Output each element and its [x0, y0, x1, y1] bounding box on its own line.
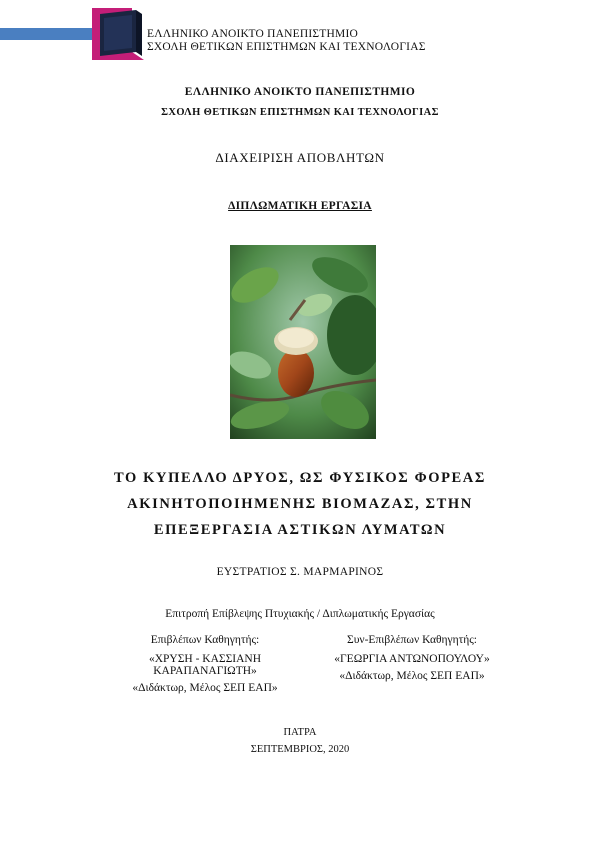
school-name: ΣΧΟΛΗ ΘΕΤΙΚΩΝ ΕΠΙΣΤΗΜΩΝ ΚΑΙ ΤΕΧΝΟΛΟΓΙΑΣ	[161, 107, 439, 118]
supervisor-name-line-1: «ΧΡΥΣΗ - ΚΑΣΣΙΑΝΗ	[148, 653, 262, 665]
supervisor-role: Επιβλέπων Καθηγητής:	[150, 634, 260, 646]
city: ΠΑΤΡΑ	[283, 727, 317, 738]
supervisor-position: «Διδάκτωρ, Μέλος ΣΕΠ ΕΑΠ»	[132, 682, 278, 694]
date: ΣΕΠΤΕΜΒΡΙΟΣ, 2020	[250, 744, 350, 755]
header-university-name: ΕΛΛΗΝΙΚΟ ΑΝΟΙΚΤΟ ΠΑΝΕΠΙΣΤΗΜΙΟ	[147, 28, 358, 40]
thesis-title-line-1: ΤΟ ΚΥΠΕΛΛΟ ΔΡΥΟΣ, ΩΣ ΦΥΣΙΚΟΣ ΦΟΡΕΑΣ	[114, 470, 486, 486]
author-name: ΕΥΣΤΡΑΤΙΟΣ Σ. ΜΑΡΜΑΡΙΝΟΣ	[216, 566, 384, 578]
header-school-name: ΣΧΟΛΗ ΘΕΤΙΚΩΝ ΕΠΙΣΤΗΜΩΝ ΚΑΙ ΤΕΧΝΟΛΟΓΙΑΣ	[147, 41, 426, 53]
thesis-title-line-2: ΑΚΙΝΗΤΟΠΟΙΗΜΕΝΗΣ ΒΙΟΜΑΖΑΣ, ΣΤΗΝ	[127, 496, 473, 512]
program-name: ΔΙΑΧΕΙΡΙΣΗ ΑΠΟΒΛΗΤΩΝ	[215, 150, 385, 165]
university-book-logo-icon	[92, 8, 144, 60]
university-name: ΕΛΛΗΝΙΚΟ ΑΝΟΙΚΤΟ ΠΑΝΕΠΙΣΤΗΜΙΟ	[184, 86, 416, 98]
committee-heading: Επιτροπή Επίβλεψης Πτυχιακής / Διπλωματικής Εργασίας	[165, 608, 435, 620]
co-supervisor-role: Συν-Επιβλέπων Καθηγητής:	[347, 634, 477, 646]
co-supervisor-position: «Διδάκτωρ, Μέλος ΣΕΠ ΕΑΠ»	[339, 670, 485, 682]
supervisor-name-line-2: ΚΑΡΑΠΑΝΑΓΙΩΤΗ»	[153, 665, 257, 677]
thesis-title-line-3: ΕΠΕΞΕΡΓΑΣΙΑ ΑΣΤΙΚΩΝ ΛΥΜΑΤΩΝ	[153, 522, 447, 538]
header-accent-bar	[0, 28, 92, 40]
supervisor-block	[110, 634, 300, 694]
document-type: ΔΙΠΛΩΜΑΤΙΚΗ ΕΡΓΑΣΙΑ	[228, 200, 372, 212]
acorn-photo	[230, 245, 376, 439]
co-supervisor-block	[312, 634, 512, 682]
co-supervisor-name: «ΓΕΩΡΓΙΑ ΑΝΤΩΝΟΠΟΥΛΟΥ»	[334, 653, 490, 665]
